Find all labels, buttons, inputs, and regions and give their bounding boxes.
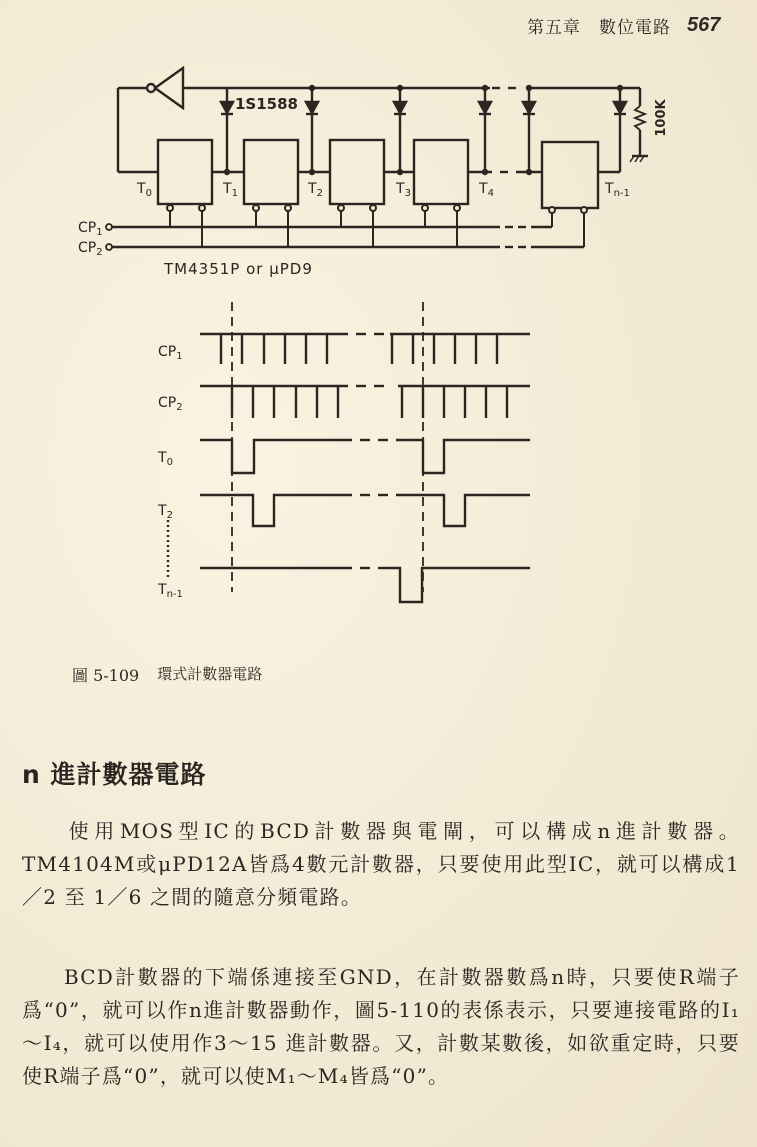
page-number: 567 bbox=[687, 13, 721, 36]
paragraph-2-text: BCD計數器的下端係連接至GND，在計數器數爲n時，只要使R端子爲“0”，就可以作n進計數器動作，圖5-110的表係表示，只要連接電路的I₁～I₄，就可以使用作3～15 進計數器。又，計數某數後，如欲重定時，只要使R端子爲“0”，就可以使M₁～M₄皆爲“0”。 bbox=[22, 965, 740, 1088]
resistor-100k bbox=[630, 88, 648, 162]
clock-label-cp1: $CP_1$ bbox=[78, 220, 103, 238]
timing-label-tn-1: $T_{n-1}$ bbox=[158, 582, 183, 600]
chapter-title: 第五章 數位電路 bbox=[527, 17, 671, 38]
diode-label: 1S1588 bbox=[235, 95, 298, 113]
ic-block-3 bbox=[414, 140, 468, 204]
figure-number: 圖 5-109 bbox=[72, 666, 140, 685]
output-label-t2: $T_2$ bbox=[308, 181, 323, 199]
waveform-t0 bbox=[200, 440, 530, 473]
figure-title: 環式計數器電路 bbox=[157, 665, 263, 683]
clock-bus-cp2 bbox=[106, 244, 584, 250]
ic-block-1 bbox=[244, 140, 298, 204]
waveform-t2 bbox=[200, 495, 530, 526]
waveform-cp2 bbox=[200, 386, 530, 418]
output-label-t0: $T_0$ bbox=[137, 181, 152, 199]
paragraph-1-text: 使用MOS型IC的BCD計數器與電閘，可以構成n進計數器。TM4104M或μPD12A皆爲4數元計數器，只要使用此型IC，就可以構成1／2 至 1／6 之間的隨意分頻電路。 bbox=[22, 819, 740, 909]
section-title: n 進計數器電路 bbox=[22, 760, 207, 789]
waveform-tn-1 bbox=[200, 568, 530, 602]
ring-counter-circuit bbox=[78, 68, 669, 278]
figure-caption bbox=[72, 663, 262, 686]
timing-diagram bbox=[157, 302, 530, 602]
waveform-cp1 bbox=[200, 334, 530, 364]
paragraph-1 bbox=[22, 815, 740, 914]
output-label-t4: $T_4$ bbox=[479, 181, 494, 199]
timing-label-cp1: $CP_1$ bbox=[158, 344, 183, 362]
ic-part-label: TM4351P or μPD9 bbox=[164, 260, 313, 278]
ic-block-2 bbox=[330, 140, 384, 204]
clock-bus-cp1 bbox=[106, 224, 552, 230]
ic-block-0 bbox=[158, 140, 212, 204]
resistor-label: 100K bbox=[654, 99, 669, 137]
timing-label-cp2: $CP_2$ bbox=[158, 395, 183, 413]
output-label-t3: $T_3$ bbox=[396, 181, 411, 199]
output-label-t1: $T_1$ bbox=[223, 181, 238, 199]
output-label-tn-1: $T_{n-1}$ bbox=[605, 181, 630, 199]
paragraph-2 bbox=[22, 961, 740, 1093]
inverter-symbol bbox=[118, 68, 183, 172]
timing-label-t0: $T_0$ bbox=[158, 450, 173, 468]
timing-label-t2: $T_2$ bbox=[158, 503, 173, 521]
ic-block-n bbox=[542, 142, 598, 208]
clock-label-cp2: $CP_2$ bbox=[78, 240, 103, 258]
